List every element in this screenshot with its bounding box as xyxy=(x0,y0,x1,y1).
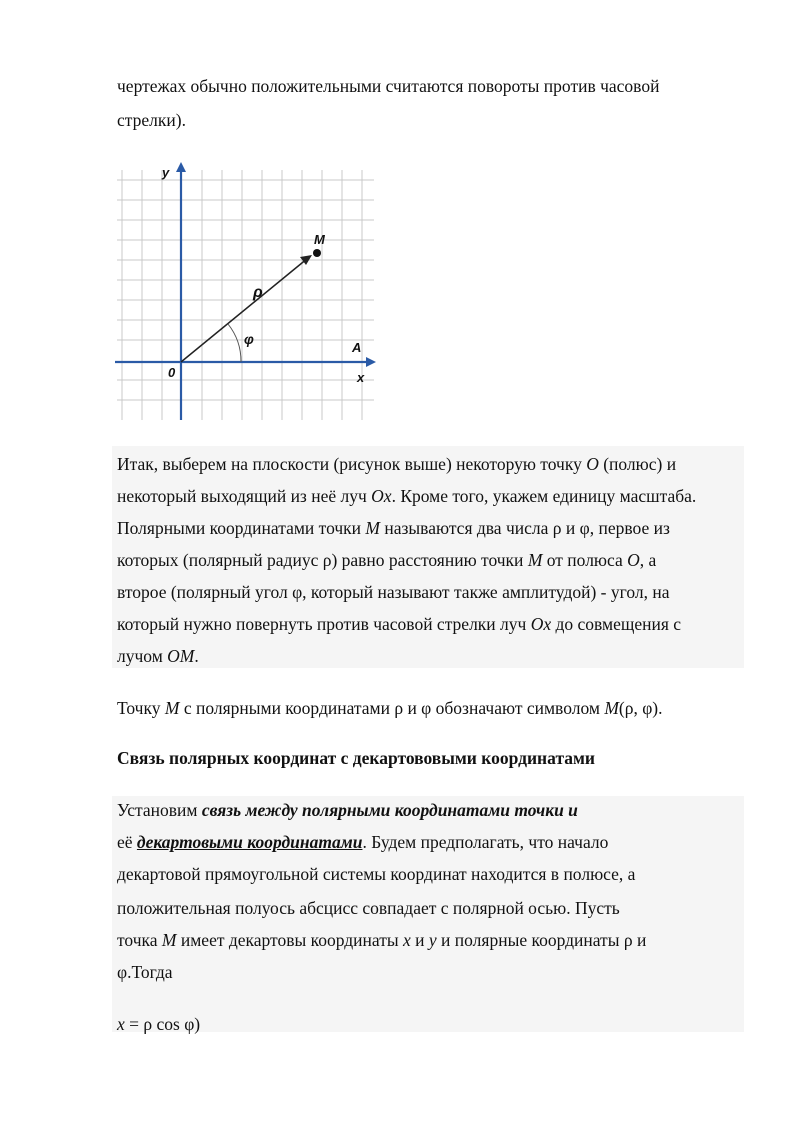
para3-line-1: Установим связь между полярными координатами точки и xyxy=(117,800,578,820)
x-axis-arrow-icon xyxy=(366,357,376,367)
label-origin: 0 xyxy=(168,365,176,380)
intro-line-1: чертежах обычно положительными считаются повороты против часовой xyxy=(117,76,660,96)
para3-line-4: положительная полуось абсцисс совпадает с полярной осью. Пусть xyxy=(117,898,620,918)
para1-line-5: второе (полярный угол φ, который называют также амплитудой) - угол, на xyxy=(117,582,670,602)
para1-line-2: некоторый выходящий из неё луч Ox. Кроме того, укажем единицу масштаба. xyxy=(117,486,697,506)
label-rho: ρ xyxy=(253,284,263,301)
para3-line-6: φ.Тогда xyxy=(117,962,173,982)
section-heading: Связь полярных координат с декартововыми координатами xyxy=(117,748,596,768)
intro-line-2: стрелки). xyxy=(117,110,186,130)
para3-line-2: её декартовыми координатами. Будем предполагать, что начало xyxy=(117,832,609,852)
para2: Точку M с полярными координатами ρ и φ обозначают символом M(ρ, φ). xyxy=(117,698,663,718)
para1-line-3: Полярными координатами точки M называются два числа ρ и φ, первое из xyxy=(117,518,670,538)
para1-line-4: которых (полярный радиус ρ) равно расстоянию точки M от полюса O, а xyxy=(117,550,657,570)
angle-arc xyxy=(228,324,241,362)
label-M: M xyxy=(314,232,325,247)
label-A: A xyxy=(352,340,362,355)
cartesian-coordinates-link[interactable]: декартовыми координатами xyxy=(136,832,363,852)
para1-line-6: который нужно повернуть против часовой стрелки луч Ox до совмещения с xyxy=(117,614,682,634)
y-axis-arrow-icon xyxy=(176,162,186,172)
para3-line-5: точка M имеет декартовы координаты x и y и полярные координаты ρ и xyxy=(117,930,647,950)
axes xyxy=(115,162,376,420)
para1-line-7: лучом OM. xyxy=(117,646,199,666)
point-M xyxy=(313,249,321,257)
para3-line-3: декартовой прямоугольной системы координат находится в полюсе, а xyxy=(117,864,636,884)
grid xyxy=(117,170,374,420)
para1-line-1: Итак, выберем на плоскости (рисунок выше) некоторую точку O (полюс) и xyxy=(117,454,677,474)
label-x: x xyxy=(357,370,365,385)
formula: x = ρ cos φ) xyxy=(117,1014,201,1034)
polar-coordinates-figure xyxy=(112,158,382,428)
label-phi: φ xyxy=(244,331,254,347)
label-y: y xyxy=(162,165,170,180)
